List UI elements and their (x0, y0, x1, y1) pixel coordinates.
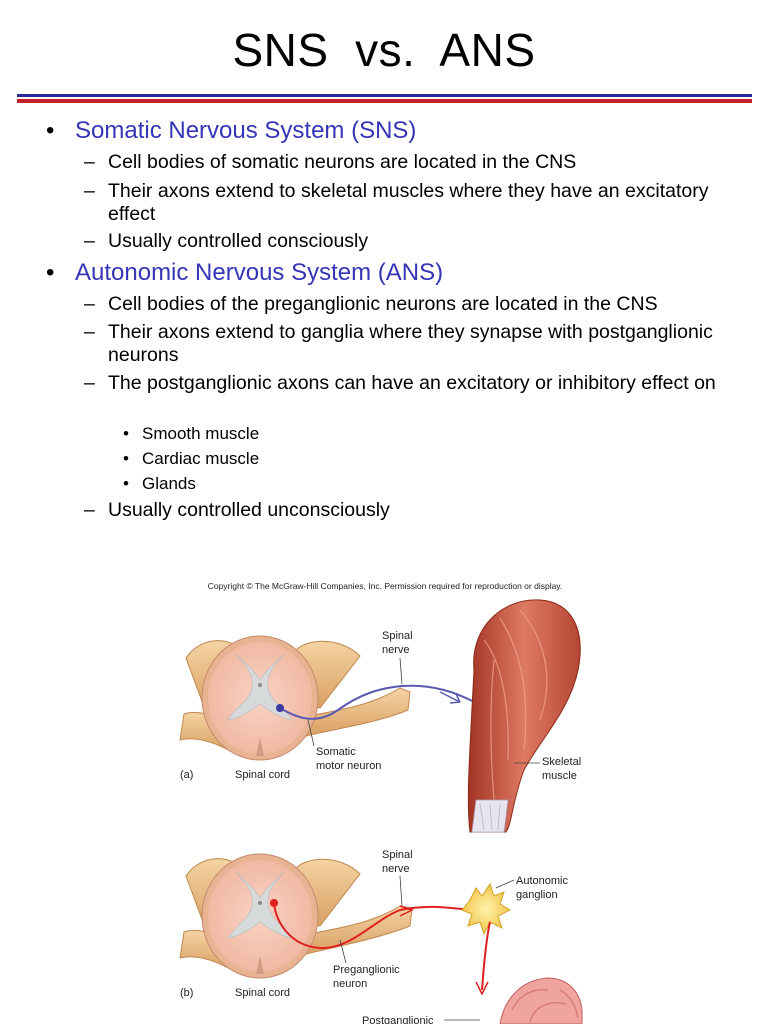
ans-point-2 (84, 321, 724, 367)
panel-b-tag: (b) (180, 987, 194, 999)
copyright-notice: Copyright © The McGraw-Hill Companies, Inc. Permission required for reproduction or display. (207, 581, 563, 591)
ganglion-label-2: ganglion (516, 889, 558, 901)
smooth-muscle-illustration (500, 978, 582, 1024)
sns-point-1 (84, 151, 724, 174)
subpoint-text: Smooth muscle (142, 424, 260, 443)
ans-point-text: Usually controlled unconsciously (108, 499, 390, 521)
somatic-cell-body (276, 704, 284, 712)
skeletal-label-2: muscle (542, 770, 577, 782)
skeletal-label-1: Skeletal (542, 756, 582, 768)
bullet-glyph: • (123, 449, 129, 468)
ganglion-label-1: Autonomic (516, 875, 568, 887)
sns-point-text: Their axons extend to skeletal muscles where they have an excitatory effect (108, 180, 709, 225)
dash-glyph: – (84, 499, 95, 521)
panel-a-tag: (a) (180, 769, 194, 781)
bullet-glyph: • (46, 117, 55, 144)
panel-a (180, 600, 581, 832)
preganglionic-label-2: neuron (333, 978, 368, 990)
nervous-system-figure (0, 570, 768, 1024)
heading-ans: Autonomic Nervous System (ANS) (75, 259, 444, 286)
spinal-cord-label-b: Spinal cord (235, 987, 291, 999)
ans-point-text: Their axons extend to ganglia where they synapse with postganglionic neurons (108, 321, 713, 366)
dash-glyph: – (84, 321, 95, 343)
skeletal-muscle-illustration (468, 600, 580, 832)
bullet-glyph: • (123, 474, 129, 493)
somatic-label-2: motor neuron (316, 760, 382, 772)
dash-glyph: – (84, 151, 95, 173)
panel-b (180, 849, 582, 1024)
sns-point-text: Cell bodies of somatic neurons are located in the CNS (108, 151, 577, 173)
title-divider-red (17, 99, 752, 103)
ans-point-4 (84, 499, 724, 522)
subpoint-text: Glands (142, 474, 196, 493)
spinal-cord-b-illustration (180, 854, 412, 978)
spinal-nerve-label-b-2: nerve (382, 863, 410, 875)
postganglionic-label: Postganglionic (362, 1015, 434, 1024)
sns-point-text: Usually controlled consciously (108, 230, 369, 252)
ans-point-text: The postganglionic axons can have an excitatory or inhibitory effect on (108, 372, 716, 394)
figure-svg (0, 570, 768, 1024)
spinal-nerve-label-a-1: Spinal (382, 630, 413, 642)
slide-title: SNS vs. ANS (232, 24, 536, 76)
preganglionic-cell-body (270, 899, 278, 907)
dash-glyph: – (84, 180, 95, 202)
subpoint-text: Cardiac muscle (142, 449, 260, 468)
preganglionic-label-1: Preganglionic (333, 964, 400, 976)
spinal-nerve-label-a-2: nerve (382, 644, 410, 656)
dash-glyph: – (84, 293, 95, 315)
sns-point-2 (84, 180, 724, 226)
spinal-cord-a-illustration (180, 636, 410, 760)
somatic-label-1: Somatic (316, 746, 356, 758)
ans-point-3 (84, 372, 724, 395)
ans-point-text: Cell bodies of the preganglionic neurons are located in the CNS (108, 293, 658, 315)
heading-sns: Somatic Nervous System (SNS) (75, 117, 417, 144)
title-divider-blue (17, 94, 752, 97)
bullet-glyph: • (123, 424, 129, 443)
spinal-nerve-label-b-1: Spinal (382, 849, 413, 861)
dash-glyph: – (84, 372, 95, 394)
autonomic-ganglion-illustration (462, 884, 510, 934)
spinal-cord-label-a: Spinal cord (235, 769, 291, 781)
sns-point-3 (84, 230, 724, 253)
ans-point-1 (84, 293, 724, 316)
bullet-glyph: • (46, 259, 55, 286)
dash-glyph: – (84, 230, 95, 252)
